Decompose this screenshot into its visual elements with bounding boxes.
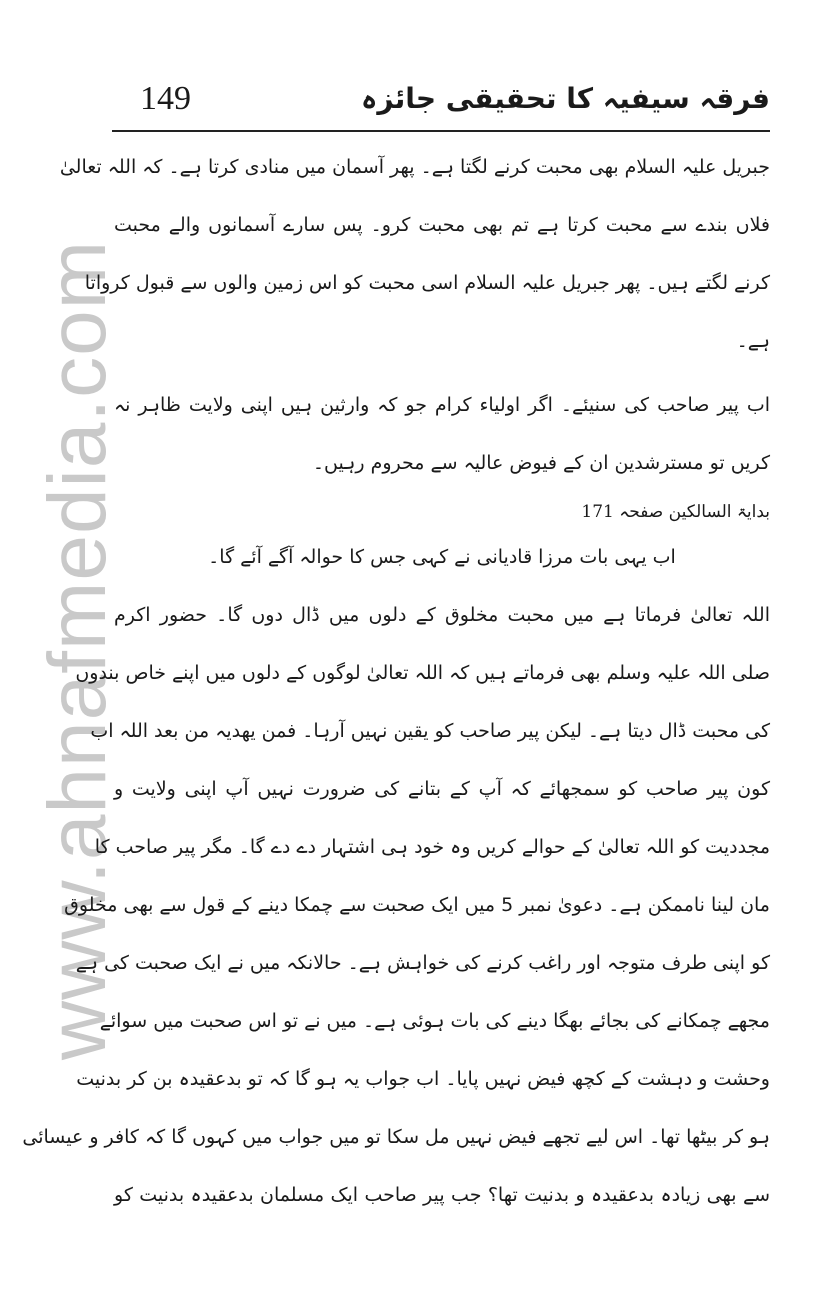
book-title: فرقہ سیفیہ کا تحقیقی جائزہ [360, 82, 770, 115]
text-line: ہو کر بیٹھا تھا۔ اس لیے تجھے فیض نہیں مل سکا تو میں جواب میں کہوں گا کہ کافر و عیسائی [22, 1126, 770, 1148]
text-line: کی محبت ڈال دیتا ہے۔ لیکن پیر صاحب کو یقین نہیں آرہا۔ فمن یھدیہ من بعد اللہ اب [90, 720, 770, 742]
watermark-text: www.ahnafmedia.com [32, 239, 123, 1061]
text-line: ہے۔ [736, 330, 770, 352]
text-line: مجھے چمکانے کی بجائے بھگا دینے کی بات ہوئی ہے۔ میں نے تو اس صحبت میں سوائے [99, 1010, 770, 1032]
text-line: وحشت و دہشت کے کچھ فیض نہیں پایا۔ اب جواب یہ ہو گا کہ تو بدعقیدہ بن کر بدنیت [76, 1068, 770, 1090]
text-line: صلی اللہ علیہ وسلم بھی فرماتے ہیں کہ اللہ تعالیٰ لوگوں کے دلوں میں اپنے خاص بندوں [75, 662, 770, 684]
text-line: جبریل علیہ السلام بھی محبت کرنے لگتا ہے۔ پھر آسمان میں منادی کرتا ہے۔ کہ اللہ تعالیٰ [59, 156, 770, 178]
paragraph-2 [114, 378, 770, 494]
text-line: مجددیت کو اللہ تعالیٰ کے حوالے کریں وہ خود ہی اشتہار دے دے گا۔ مگر پیر صاحب کا [94, 836, 770, 858]
text-line: کریں تو مسترشدین ان کے فیوض عالیہ سے محروم رہیں۔ [312, 452, 770, 474]
text-line: اب پیر صاحب کی سنیئے۔ اگر اولیاء کرام جو کہ وارثین ہیں اپنی ولایت ظاہر نہ [114, 394, 770, 416]
text-line: مان لینا ناممکن ہے۔ دعویٰ نمبر 5 میں ایک صحبت سے چمکا دینے کے قول سے بھی مخلوق [64, 894, 770, 916]
page-header [112, 74, 770, 132]
text-line: کون پیر صاحب کو سمجھائے کہ آپ کے بتانے کی ضرورت نہیں آپ اپنی ولایت و [114, 778, 770, 800]
text-line: کو اپنی طرف متوجہ اور راغب کرنے کی خواہش ہے۔ حالانکہ میں نے ایک صحبت کی ہے [75, 952, 770, 974]
text-line: فلاں بندے سے محبت کرتا ہے تم بھی محبت کرو۔ پس سارے آسمانوں والے محبت [114, 214, 770, 236]
text-line: سے بھی زیادہ بدعقیدہ و بدنیت تھا؟ جب پیر صاحب ایک مسلمان بدعقیدہ بدنیت کو [114, 1184, 770, 1206]
text-line: اللہ تعالیٰ فرماتا ہے میں محبت مخلوق کے دلوں میں ڈال دوں گا۔ حضور اکرم [114, 604, 770, 626]
book-reference: بدایۃ السالکین صفحہ 171 [581, 502, 770, 522]
centered-line: اب یہی بات مرزا قادیانی نے کہی جس کا حوالہ آگے آئے گا۔ [208, 546, 676, 568]
text-line: کرنے لگتے ہیں۔ پھر جبریل علیہ السلام اسی محبت کو اس زمین والوں سے قبول کرواتا [84, 272, 770, 294]
paragraph-1 [59, 140, 770, 372]
page-number: 149 [140, 80, 191, 117]
